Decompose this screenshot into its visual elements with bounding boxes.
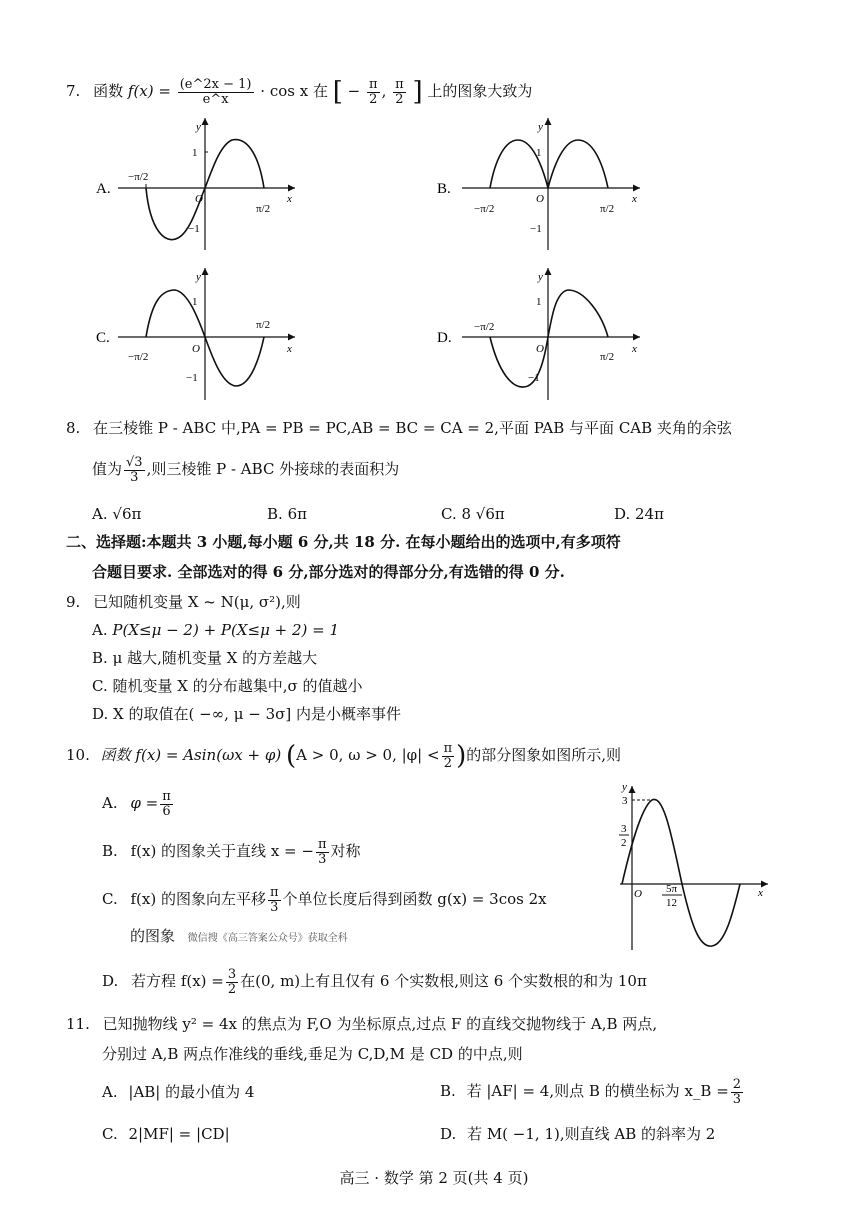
q8-opt-b: B. 6π [267,505,307,523]
q7-opt-a-label: A. [96,181,111,197]
q7-graph-b [437,118,640,250]
svg-text:O: O [195,193,203,205]
svg-text:x: x [632,343,637,355]
q10-graph [600,778,780,954]
q7-number: 7. [66,82,81,100]
svg-text:O: O [536,343,544,355]
q7-opt-c-label: C. [96,330,110,346]
svg-text:x: x [632,193,637,205]
svg-text:π/2: π/2 [256,319,271,331]
svg-text:x: x [287,193,292,205]
q10-opt-d: D. 若方程 f(x) = $\frac{3}{2}$ 在(0, m)上有且仅有 6 个实数根,则这 6 个实数根的和为 10π [102,966,647,997]
q10-opt-c: C. f(x) 的图象向左平移 $\frac{\pi}{3}$ 个单位长度后得到函数 g(x) = 3cos 2x [102,884,547,915]
q11-opt-a: A. |AB| 的最小值为 4 [102,1083,255,1101]
svg-text:1: 1 [192,147,198,159]
watermark: 微信搜《高三答案公众号》获取全科 [187,933,348,944]
q7-opt-b-label: B. [437,181,451,197]
svg-text:π/2: π/2 [600,351,615,363]
q7-pi-half: $\frac{\pi}{2}$ [395,76,404,107]
q8-line2: 值为 $\frac{√3}{3}$ ,则三棱锥 P - ABC 外接球的表面积为 [92,454,400,485]
q7-graph-a [96,118,295,250]
svg-text:−π/2: −π/2 [474,203,495,215]
svg-text:−1: −1 [188,223,200,235]
svg-text:π/2: π/2 [600,203,615,215]
q9-opt-a: A. P(X≤μ − 2) + P(X≤μ + 2) = 1 [92,621,340,639]
q7-cos: · cos x 在 [260,82,328,100]
svg-text:x: x [758,887,763,899]
q7-text-b: 上的图象大致为 [427,82,533,100]
q11-opt-c: C. 2|MF| = |CD| [102,1125,230,1143]
svg-text:x: x [287,343,292,355]
q8-opt-d: D. 24π [614,505,664,523]
q8-line1: 8. 在三棱锥 P - ABC 中,PA = PB = PC,AB = BC = CA = 2,平面 PAB 与平面 CAB 夹角的余弦 [66,419,732,437]
svg-text:3: 3 [621,823,627,835]
page-footer: 高三 · 数学 第 2 页(共 4 页) [339,1169,529,1187]
q10-opt-b: B. f(x) 的图象关于直线 x = − $\frac{\pi}{3}$ 对称 [102,836,361,867]
svg-text:y: y [622,781,627,793]
svg-text:−π/2: −π/2 [474,321,495,333]
svg-text:1: 1 [192,296,198,308]
q8-opt-c: C. 8 √6π [441,505,505,523]
section2-line2: 合题目要求. 全部选对的得 6 分,部分选对的得部分分,有选错的得 0 分. [92,563,565,581]
section2-line1: 二、选择题:本题共 3 小题,每小题 6 分,共 18 分. 在每小题给出的选项中,有多项符 [66,533,621,551]
q11-line2: 分别过 A,B 两点作准线的垂线,垂足为 C,D,M 是 CD 的中点,则 [102,1045,523,1063]
q7-graphs [0,0,868,420]
q11-line1: 11. 已知抛物线 y² = 4x 的焦点为 F,O 为坐标原点,过点 F 的直线交抛物线于 A,B 两点, [66,1015,658,1033]
svg-text:−π/2: −π/2 [128,351,149,363]
q8-opt-a: A. √6π [92,505,142,523]
svg-text:π/2: π/2 [256,203,271,215]
svg-text:2: 2 [621,837,627,849]
q7-fraction: $\frac{(e\^{}2x - 1)}{e\^{}x}$ [179,76,252,107]
svg-text:y: y [538,121,543,133]
svg-text:3: 3 [622,795,628,807]
q7-func: f(x) = [127,82,171,100]
q11-opt-d: D. 若 M( −1, 1),则直线 AB 的斜率为 2 [440,1125,716,1143]
q7-graph-d [437,268,640,400]
svg-text:5π: 5π [666,883,678,895]
q7-stem: 7. 函数 f(x) = $\frac{(e\^{}2x - 1)}{e\^{}x}$ · cos x 在 [ − $\frac{\pi}{2}$ , $\frac{\pi}{2}$ ] 上的图象大致为 [66,76,533,107]
q9-stem: 9. 已知随机变量 X ~ N(μ, σ²),则 [66,593,301,611]
q9-opt-d: D. X 的取值在( −∞, μ − 3σ] 内是小概率事件 [92,705,401,723]
svg-text:O: O [634,888,642,900]
q9-opt-c: C. 随机变量 X 的分布越集中,σ 的值越小 [92,677,363,695]
q10-stem: 10. 函数 f(x) = Asin(ωx + φ) (A > 0, ω > 0, |φ| < $\frac{\pi}{2}$ )的部分图象如图所示,则 [66,740,622,771]
svg-text:12: 12 [666,897,677,909]
q10-pi-half: $\frac{\pi}{2}$ [443,740,453,771]
svg-text:−1: −1 [528,372,540,384]
q7-text-a: 函数 [93,82,124,100]
svg-text:O: O [536,193,544,205]
q10-opt-c-line2: 的图象 微信搜《高三答案公众号》获取全科 [130,927,348,945]
svg-text:−π/2: −π/2 [128,171,149,183]
q11-opt-b: B. 若 |AF| = 4,则点 B 的横坐标为 x_B = $\frac{2}{3}$ [440,1076,742,1107]
q7-opt-d-label: D. [437,330,452,346]
q7-graph-c [96,268,295,400]
svg-text:−1: −1 [186,372,198,384]
svg-text:y: y [538,271,543,283]
svg-text:1: 1 [536,296,542,308]
svg-text:1: 1 [536,147,542,159]
q10-opt-a: A. φ = $\frac{\pi}{6}$ [102,788,171,819]
q8-cos-frac: $\frac{√3}{3}$ [126,454,143,485]
svg-text:y: y [196,121,201,133]
q9-opt-b: B. μ 越大,随机变量 X 的方差越大 [92,649,318,667]
svg-text:−1: −1 [530,223,542,235]
svg-text:O: O [192,343,200,355]
q7-neg-pi-half: $\frac{\pi}{2}$ [369,76,378,107]
svg-text:y: y [196,271,201,283]
